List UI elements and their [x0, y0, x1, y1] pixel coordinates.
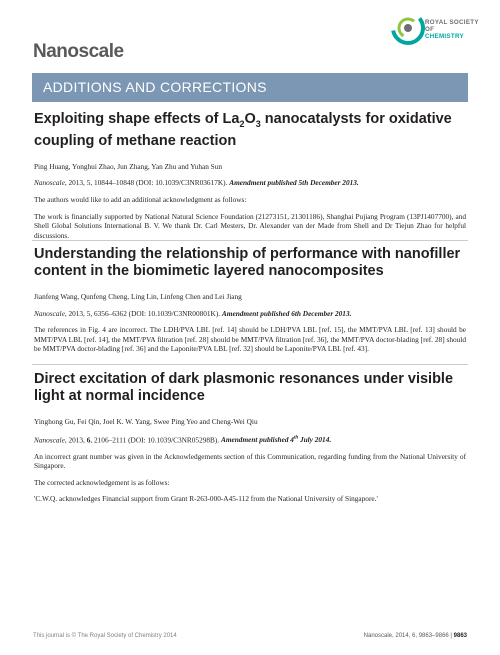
logo-line-1: ROYAL SOCIETY [425, 19, 479, 26]
banner-title: ADDITIONS AND CORRECTIONS [43, 79, 267, 95]
correction-entry-2 [34, 246, 466, 354]
entry-title: Understanding the relationship of performance with nanofiller content in the biomimetic layered nanocomposites [34, 246, 461, 279]
correction-entry-1 [34, 111, 466, 240]
entry-authors: Jianfeng Wang, Qunfeng Cheng, Ling Lin, Linfeng Chen and Lei Jiang [34, 292, 242, 301]
journal-name: Nanoscale [33, 41, 124, 62]
entry-paragraph: The corrected acknowledgement is as follows: [34, 477, 170, 487]
entry-title: Direct excitation of dark plasmonic resonances under visible light at normal incidence [34, 371, 454, 404]
section-banner [32, 73, 468, 102]
entry-citation: Nanoscale, 2013, 6, 2106–2111 (DOI: 10.1039/C3NR05298B). Amendment published 4th July 2014. [34, 435, 332, 445]
logo-line-3: CHEMISTRY [425, 33, 464, 41]
rsc-logo-icon [391, 8, 425, 52]
page-number: 9863 [453, 633, 467, 639]
entry-paragraph: The references in Fig. 4 are incorrect. The LDH/PVA LBL [ref. 14] should be LDH/PVA LBL [ref. 15], the MMT/PVA LBL [ref. 13] should be MMT/PVA LBL [ref. 14], the MMT/PVA filtration [ref. 28] should be MMT/PVA filtration [ref. 36], the MMT/PVA doctor-blading [ref. 28] should be MMT/PVA doctor-blading [ref. 36] and the Laponite/PVA LBL [ref. 32] should be Laponite/PVA LBL [ref. 43]. [34, 325, 466, 354]
divider [32, 240, 468, 241]
entry-citation: Nanoscale, 2013, 5, 10844–10848 (DOI: 10.1039/C3NR03617K). Amendment published 5th December 2013. [34, 178, 359, 188]
entry-paragraph: The authors would like to add an additional acknowledgment as follows: [34, 195, 247, 205]
footer-citation: Nanoscale, 2014, 6, 9863–9866 | 9863 [363, 633, 467, 639]
entry-authors: Ping Huang, Yonghui Zhao, Jun Zhang, Yan Zhu and Yuhan Sun [34, 161, 223, 171]
entry-title: Exploiting shape effects of $La_2O_3$ nanocatalysts for oxidative coupling of methane reaction [34, 111, 452, 149]
logo-line-2: OF [425, 26, 435, 34]
entry-paragraph: An incorrect grant number was given in the Acknowledgements section of this Communication, regarding funding from the National University of Singapore. [34, 451, 466, 471]
entry-paragraph: The work is financially supported by National Natural Science Foundation (21273151, 21301186), Shanghai Pujiang Program (13PJ1407700), and Shell Global Solutions International B. V. We thank Dr. Carl Mesters, Dr. Alexander van der Made from Shell and Dr Tiejun Zhao for helpful discussions. [34, 211, 466, 240]
footer-copyright: This journal is © The Royal Society of Chemistry 2014 [33, 633, 177, 639]
entry-paragraph: 'C.W.Q. acknowledges Financial support from Grant R-263-000-A45-112 from the National University of Singapore.' [34, 494, 378, 504]
rsc-logo [391, 6, 481, 56]
correction-entry-3 [34, 371, 466, 504]
entry-authors: Yinghong Gu, Fei Qin, Joel K. W. Yang, Swee Ping Yeo and Cheng-Wei Qiu [34, 417, 258, 426]
entry-citation: Nanoscale, 2013, 5, 6356–6362 (DOI: 10.1039/C3NR00801K). Amendment published 6th December 2013. [34, 308, 352, 318]
divider [32, 364, 468, 365]
